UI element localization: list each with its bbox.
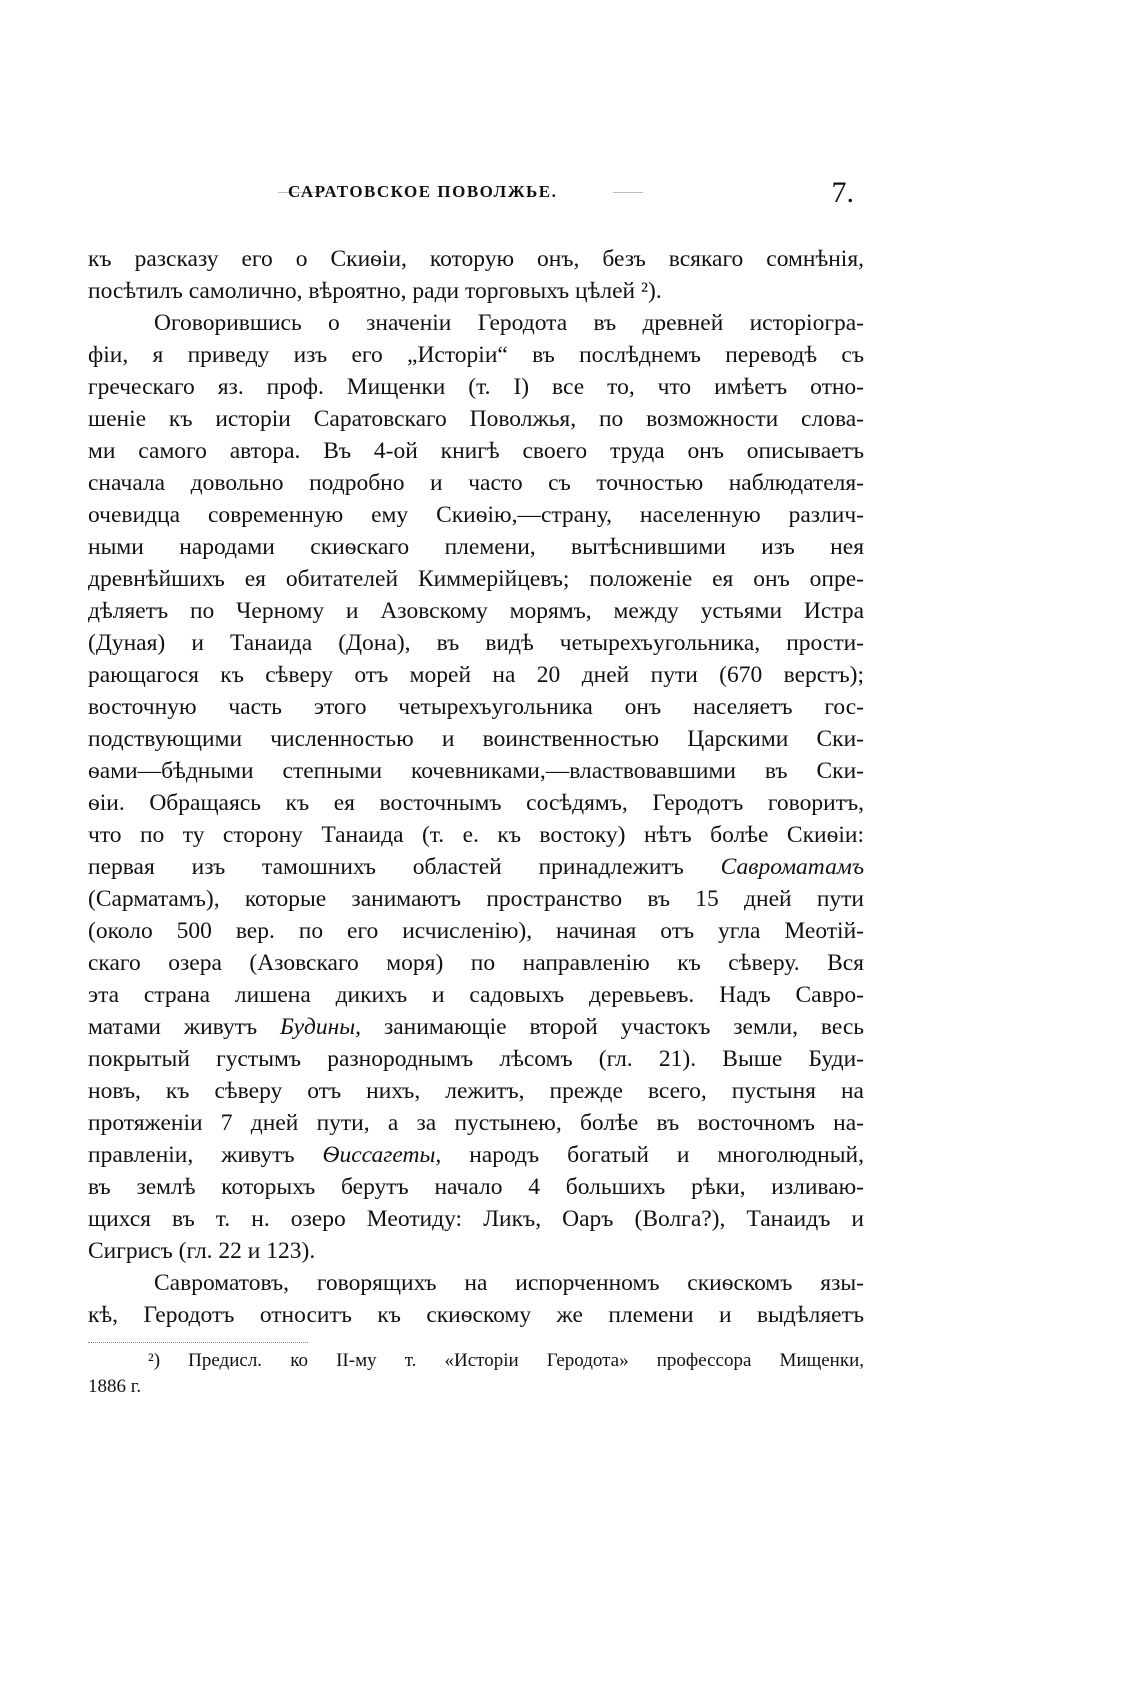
running-head bbox=[88, 176, 864, 210]
text-line: Оговорившись о значеніи Геродота въ древней исторіогра- bbox=[154, 310, 864, 336]
footnotes bbox=[88, 1348, 864, 1400]
text-line: сначала довольно подробно и часто съ точностью наблюдателя- bbox=[88, 470, 864, 496]
footnote-rule bbox=[88, 1342, 308, 1343]
text-line: покрытый густымъ разнороднымъ лѣсомъ (гл. 21). Выше Буди- bbox=[88, 1046, 864, 1072]
text-line: ными народами скиѳскаго племени, вытѣснившими изъ нея bbox=[88, 534, 864, 560]
text-line: ѳіи. Обращаясь къ ея восточнымъ сосѣдямъ, Геродотъ говоритъ, bbox=[88, 790, 864, 816]
text-line: восточную часть этого четырехъугольника онъ населяетъ гос- bbox=[88, 694, 864, 720]
running-title: САРАТОВСКОЕ ПОВОЛЖЬЕ. bbox=[288, 182, 558, 201]
text-line: древнѣйшихъ ея обитателей Киммерійцевъ; положеніе ея онъ опре- bbox=[88, 566, 864, 592]
text-line: Сигрисъ (гл. 22 и 123). bbox=[88, 1238, 316, 1264]
text-line: въ землѣ которыхъ берутъ начало 4 большихъ рѣки, изливаю- bbox=[88, 1174, 864, 1200]
text-line: новъ, къ сѣверу отъ нихъ, лежитъ, прежде всего, пустыня на bbox=[88, 1078, 864, 1104]
line-text: правленіи, живутъ bbox=[88, 1142, 295, 1168]
footnote-line: 1886 г. bbox=[88, 1376, 142, 1397]
text-line: греческаго яз. проф. Мищенки (т. I) все то, что имѣетъ отно- bbox=[88, 374, 864, 400]
text-line: ѳами—бѣдными степными кочевниками,—властвовавшими въ Ски- bbox=[88, 758, 864, 784]
text-line: ми самого автора. Въ 4-ой книгѣ своего труда онъ описываетъ bbox=[88, 438, 864, 464]
line-text: матами живутъ bbox=[88, 1014, 258, 1040]
text-line-mixed bbox=[88, 1139, 864, 1171]
text-line: фіи, я приведу изъ его „Исторіи“ въ послѣднемъ переводѣ съ bbox=[88, 342, 864, 368]
text-line: (Дуная) и Танаида (Дона), въ видѣ четырехъугольника, прости- bbox=[88, 630, 864, 656]
line-text-tail: занимающіе второй участокъ земли, весь bbox=[361, 1014, 865, 1040]
text-line: посѣтилъ самолично, вѣроятно, ради торговыхъ цѣлей ²). bbox=[88, 278, 662, 304]
text-line: протяженіи 7 дней пути, а за пустынею, болѣе въ восточномъ на- bbox=[88, 1110, 864, 1136]
text-line: рающагося къ сѣверу отъ морей на 20 дней пути (670 верстъ); bbox=[88, 662, 864, 688]
text-line-mixed bbox=[88, 851, 864, 883]
text-line-mixed bbox=[88, 1011, 864, 1043]
body-text bbox=[88, 243, 864, 1331]
text-line: очевидца современную ему Скиѳію,—страну, населенную различ- bbox=[88, 502, 864, 528]
text-line: эта страна лишена дикихъ и садовыхъ деревьевъ. Надъ Савро- bbox=[88, 982, 864, 1008]
text-line: къ разсказу его о Скиѳіи, которую онъ, безъ всякаго сомнѣнія, bbox=[88, 246, 864, 272]
footnote-line: ²) Предисл. ко II-му т. «Исторіи Геродота» профессора Мищенки, bbox=[148, 1350, 864, 1371]
text-line: (около 500 вер. по его исчисленію), начиная отъ угла Меотій- bbox=[88, 918, 864, 944]
page-number: 7. bbox=[831, 176, 854, 209]
text-line: шеніе къ исторіи Саратовскаго Поволжья, по возможности слова- bbox=[88, 406, 864, 432]
line-text-tail: народъ богатый и многолюдный, bbox=[441, 1142, 864, 1168]
text-line: (Сарматамъ), которые занимаютъ пространство въ 15 дней пути bbox=[88, 886, 864, 912]
text-line: дѣляетъ по Черному и Азовскому морямъ, между устьями Истра bbox=[88, 598, 864, 624]
header-dash-right bbox=[613, 192, 643, 193]
text-line: подствующими численностью и воинственностью Царскими Ски- bbox=[88, 726, 864, 752]
italic-term-thyssagetae: Ѳиссагеты, bbox=[322, 1142, 442, 1168]
text-line: щихся въ т. н. озеро Меотиду: Ликъ, Оаръ (Волга?), Танаидъ и bbox=[88, 1206, 864, 1232]
italic-term-budini: Будины, bbox=[280, 1014, 362, 1040]
line-text: первая изъ тамошнихъ областей принадлежитъ bbox=[88, 854, 684, 880]
text-line: скаго озера (Азовскаго моря) по направленію къ сѣверу. Вся bbox=[88, 950, 864, 976]
text-line: кѣ, Геродотъ относитъ къ скиѳскому же племени и выдѣляетъ bbox=[88, 1302, 864, 1328]
text-line: что по ту сторону Танаида (т. е. къ востоку) нѣтъ болѣе Скиѳіи: bbox=[88, 822, 864, 848]
italic-term-sauromatae: Савроматамъ bbox=[720, 854, 865, 880]
text-line: Савроматовъ, говорящихъ на испорченномъ скиѳскомъ язы- bbox=[154, 1270, 864, 1296]
